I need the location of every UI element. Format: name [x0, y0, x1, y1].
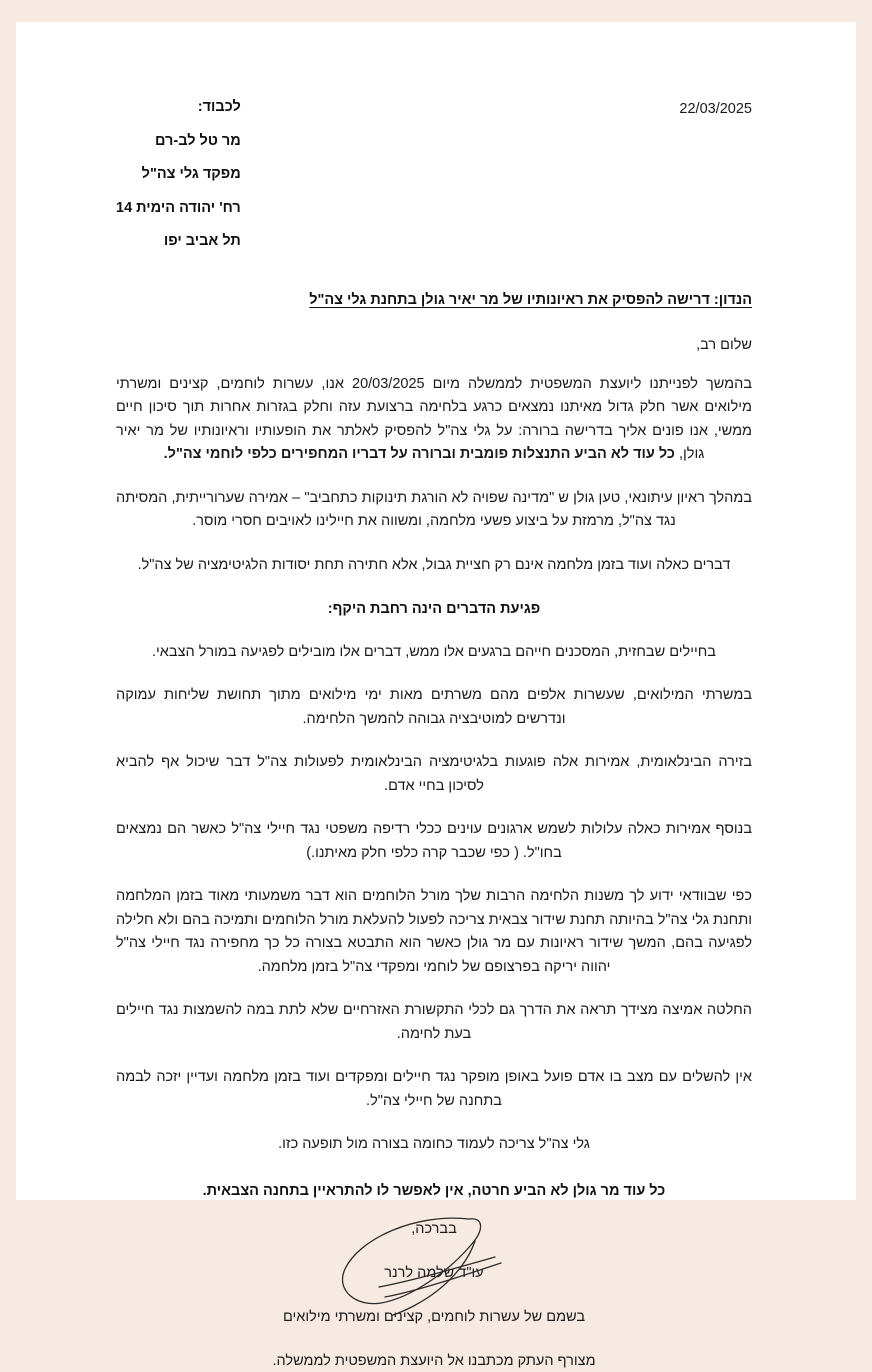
paragraph-quote: במהלך ראיון עיתונאי, טען גולן ש "מדינה שפויה לא הורגת תינוקות כתחביב" – אמירה שערורייתית, המסיתה נגד צה"ל, מרמזת על ביצוע פשעי מלחמה, ומשווה את חיילינו לאויבים חסרי מוסר.	[116, 489, 752, 530]
greeting: שלום רב,	[696, 336, 752, 353]
paragraph-international: בזירה הבינלאומית, אמירות אלה פוגעות בלגיטימציה הבינלאומית לפעולות צה"ל דבר שיכול אף להביא לסיכון בחיי אדם.	[116, 754, 752, 794]
addressee-city: תל אביב יפו	[163, 233, 241, 249]
letter-date: 22/03/2025	[679, 101, 752, 117]
paragraph-legal-persecution: בנוסף אמירות כאלה עלולות לשמש ארגונים עוינים ככלי רדיפה משפטי נגד חיילי צה"ל כאשר הם נמצאים בחו"ל. ( כפי שכבר קרה כלפי חלק מאיתנו.)	[116, 821, 752, 861]
subject-line: הנדון: דרישה להפסיק את ראיונותיו של מר יאיר גולן בתחנת גלי צה"ל	[309, 291, 752, 308]
addressee-salutation: לכבוד:	[197, 99, 241, 115]
paragraph-reservists: במשרתי המילואים, שעשרות אלפים מהם משרתים מאות ימי מילואים מתוך תחושת שליחות עמוקה ונדרשים למוטיבציה גבוהה להמשך הלחימה.	[116, 687, 752, 727]
paragraph-intro-emphasis: כל עוד לא הביע התנצלות פומבית וברורה על דבריו המחפירים כלפי לוחמי צה"ל.	[163, 446, 675, 463]
signature-area	[116, 1219, 752, 1372]
signer-name: עו"ד שלמה לרנר	[384, 1265, 484, 1282]
addressee-title: מפקד גלי צה"ל	[141, 166, 241, 182]
paragraph-stand-firm: גלי צה"ל צריכה לעמוד כחומה בצורה מול תופעה כזו.	[278, 1136, 590, 1153]
paragraph-intro	[116, 373, 752, 467]
addressee-block	[116, 100, 241, 268]
paragraph-intro-plain: בהמשך לפנייתנו ליועצת המשפטית לממשלה מיום 20/03/2025 אנו, עשרות לוחמים, קצינים ומשרתי מילואים אשר חלק גדול מאיתנו נמצאים כרגע בלחימה ברצועת עזה וחלק בגזרות אחרות תוך סיכון חיים ממשי, אנו פונים אליך בדרישה ברורה: על גלי צה"ל להפסיק לאלתר את הופעותיו וראיונותיו של מר יאיר גולן,	[116, 375, 753, 463]
signer-on-behalf: בשמם של עשרות לוחמים, קצינים ומשרתי מילואים	[282, 1308, 586, 1325]
closing-demand: כל עוד מר גולן לא הביע חרטה, אין לאפשר לו להתראיין בתחנה הצבאית.	[202, 1182, 666, 1199]
letter-header	[116, 100, 752, 268]
paragraph-legitimacy: דברים כאלה ועוד בזמן מלחמה אינם רק חציית גבול, אלא חתירה תחת יסודות הלגיטימציה של צה"ל.	[137, 556, 731, 573]
addressee-name: מר טל לב-רם	[155, 132, 241, 149]
cc-note: מצורף העתק מכתבנו אל היועצת המשפטית לממשלה.	[272, 1352, 596, 1369]
document-page	[16, 22, 856, 1369]
section-heading-impact: פגיעת הדברים הינה רחבת היקף:	[327, 601, 541, 618]
signoff: בברכה,	[411, 1221, 457, 1238]
addressee-street: רח' יהודה הימית 14	[116, 199, 241, 216]
paragraph-unacceptable: אין להשלים עם מצב בו אדם פועל באופן מופקר נגד חיילים ומפקדים ועוד בזמן מלחמה ועדיין יזכה לבמה בתחנה של חיילי צה"ל.	[116, 1069, 752, 1109]
document-content	[16, 22, 856, 1369]
paragraph-morale: כפי שבוודאי ידוע לך משנות הלחימה הרבות שלך מורל הלוחמים הוא דבר משמעותי מאוד בזמן המלחמה ותחנת גלי צה"ל בהיותה תחנת שידור צבאית צריכה לפעול להעלאת מורל הלוחמים ותמיכה בהם ולא חלילה לפגיעה בהם, המשך שידור ראיונות עם מר גולן כאשר הוא התבטא בצורה כל כך מחפירה נגד חיילי צה"ל יהווה יריקה בפרצופם של לוחמי ומפקדי צה"ל בזמן מלחמה.	[116, 888, 752, 975]
paragraph-media-example: החלטה אמיצה מצידך תראה את הדרך גם לכלי התקשורת האזרחיים שלא לתת במה להשמצות נגד חיילים בעת לחימה.	[116, 1002, 752, 1042]
paragraph-frontline-soldiers: בחיילים שבחזית, המסכנים חייהם ברגעים אלו ממש, דברים אלו מובילים לפגיעה במורל הצבאי.	[152, 643, 716, 660]
